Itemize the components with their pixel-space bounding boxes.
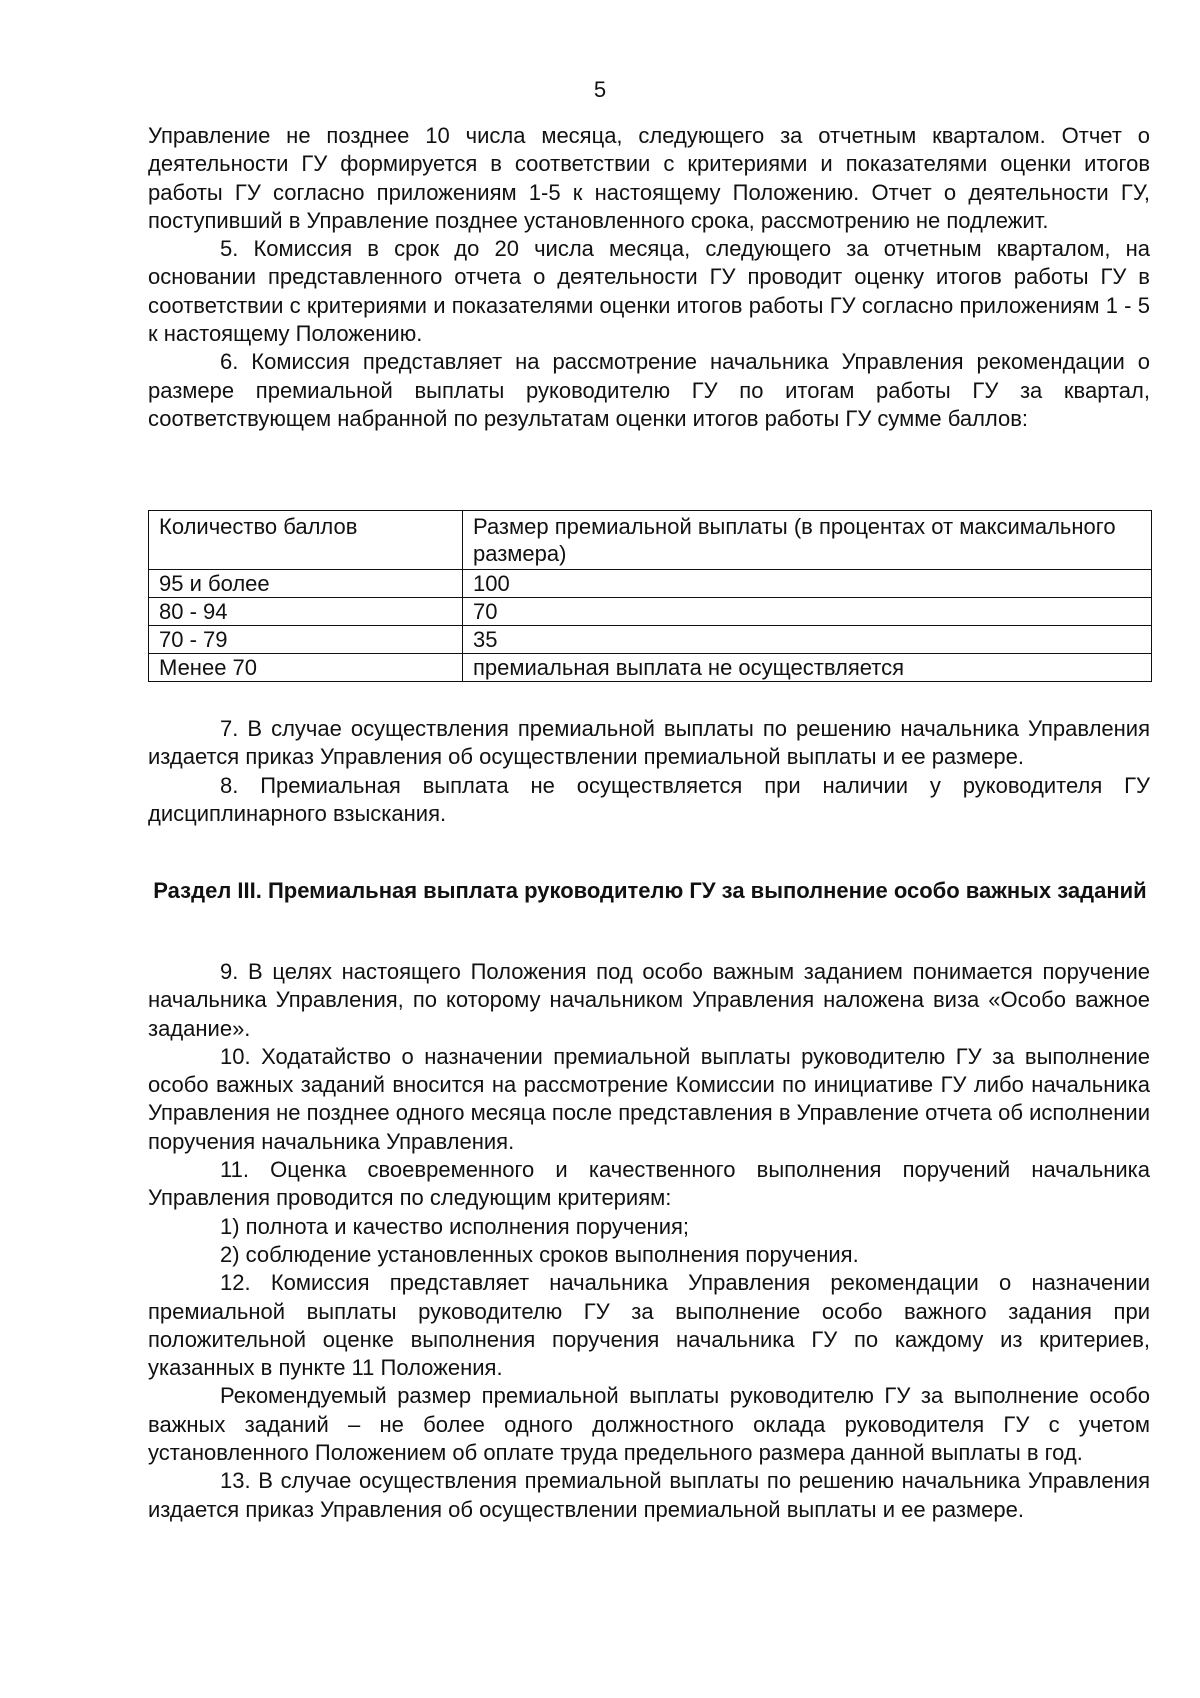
paragraph-12: 12. Комиссия представляет начальника Управления рекомендации о назначении премиальной выплаты руководителю ГУ за выполнение особо важного задания при положительной оценке выполнения поручения начальника ГУ по каждому из критериев, указанных в пункте 11 Положения.	[148, 1270, 1150, 1381]
table-cell: 100	[463, 570, 1152, 598]
paragraph-recommended-size: Рекомендуемый размер премиальной выплаты руководителю ГУ за выполнение особо важных заданий – не более одного должностного оклада руководителя ГУ с учетом установленного Положением об оплате труда предельного размера данной выплаты в год.	[148, 1383, 1150, 1466]
paragraph-8: 8. Премиальная выплата не осуществляется при наличии у руководителя ГУ дисциплинарного взыскания.	[148, 772, 1150, 826]
criterion-1: 1) полнота и качество исполнения поручения;	[220, 1213, 690, 1239]
paragraph-continuation: Управление не позднее 10 числа месяца, следующего за отчетным кварталом. Отчет о деятельности ГУ формируется в соответствии с критериями и показателями оценки итогов работы ГУ согласно приложениям 1-5 к настоящему Положению. Отчет о деятельности ГУ, поступивший в Управление позднее установленного срока, рассмотрению не подлежит.	[148, 123, 1150, 233]
criterion-2: 2) соблюдение установленных сроков выполнения поручения.	[220, 1241, 859, 1267]
table-cell: премиальная выплата не осуществляется	[463, 654, 1152, 682]
paragraph-11: 11. Оценка своевременного и качественного выполнения поручений начальника Управления проводится по следующим критериям:	[148, 1157, 1150, 1211]
score-table	[148, 510, 1152, 682]
table-cell: Менее 70	[149, 654, 463, 682]
table-header-cell: Размер премиальной выплаты (в процентах от максимального размера)	[463, 511, 1152, 570]
table-cell: 80 - 94	[149, 598, 463, 626]
paragraph-10: 10. Ходатайство о назначении премиальной выплаты руководителю ГУ за выполнение особо важных заданий вносится на рассмотрение Комиссии по инициативе ГУ либо начальника Управления не позднее одного месяца после представления в Управление отчета об исполнении поручения начальника Управления.	[148, 1043, 1150, 1154]
paragraph-7: 7. В случае осуществления премиальной выплаты по решению начальника Управления издается приказ Управления об осуществлении премиальной выплаты и ее размере.	[148, 716, 1150, 770]
table-row	[149, 598, 1152, 626]
paragraph-13: 13. В случае осуществления премиальной выплаты по решению начальника Управления издается приказ Управления об осуществлении премиальной выплаты и ее размере.	[148, 1468, 1150, 1522]
table-row	[149, 654, 1152, 682]
table-header-row	[149, 511, 1152, 570]
section3-text-block	[148, 958, 1150, 1524]
paragraph-5: 5. Комиссия в срок до 20 числа месяца, следующего за отчетным кварталом, на основании представленного отчета о деятельности ГУ проводит оценку итогов работы ГУ в соответствии с критериями и показателями оценки итогов работы ГУ согласно приложениям 1 - 5 к настоящему Положению.	[148, 236, 1150, 347]
table-cell: 70 - 79	[149, 626, 463, 654]
table-cell: 70	[463, 598, 1152, 626]
section-heading: Раздел III. Премиальная выплата руководителю ГУ за выполнение особо важных заданий	[153, 878, 1147, 903]
table-row	[149, 570, 1152, 598]
table-row	[149, 626, 1152, 654]
middle-text-block	[148, 715, 1150, 828]
paragraph-6: 6. Комиссия представляет на рассмотрение начальника Управления рекомендации о размере премиальной выплаты руководителю ГУ по итогам работы ГУ за квартал, соответствующем набранной по результатам оценки итогов работы ГУ сумме баллов:	[148, 349, 1150, 431]
table-cell: 95 и более	[149, 570, 463, 598]
paragraph-9: 9. В целях настоящего Положения под особо важным заданием понимается поручение начальника Управления, по которому начальником Управления наложена виза «Особо важное задание».	[148, 959, 1150, 1041]
table-cell: 35	[463, 626, 1152, 654]
page-number: 5	[593, 77, 607, 102]
top-text-block	[148, 122, 1150, 433]
table-header-cell: Количество баллов	[149, 511, 463, 570]
